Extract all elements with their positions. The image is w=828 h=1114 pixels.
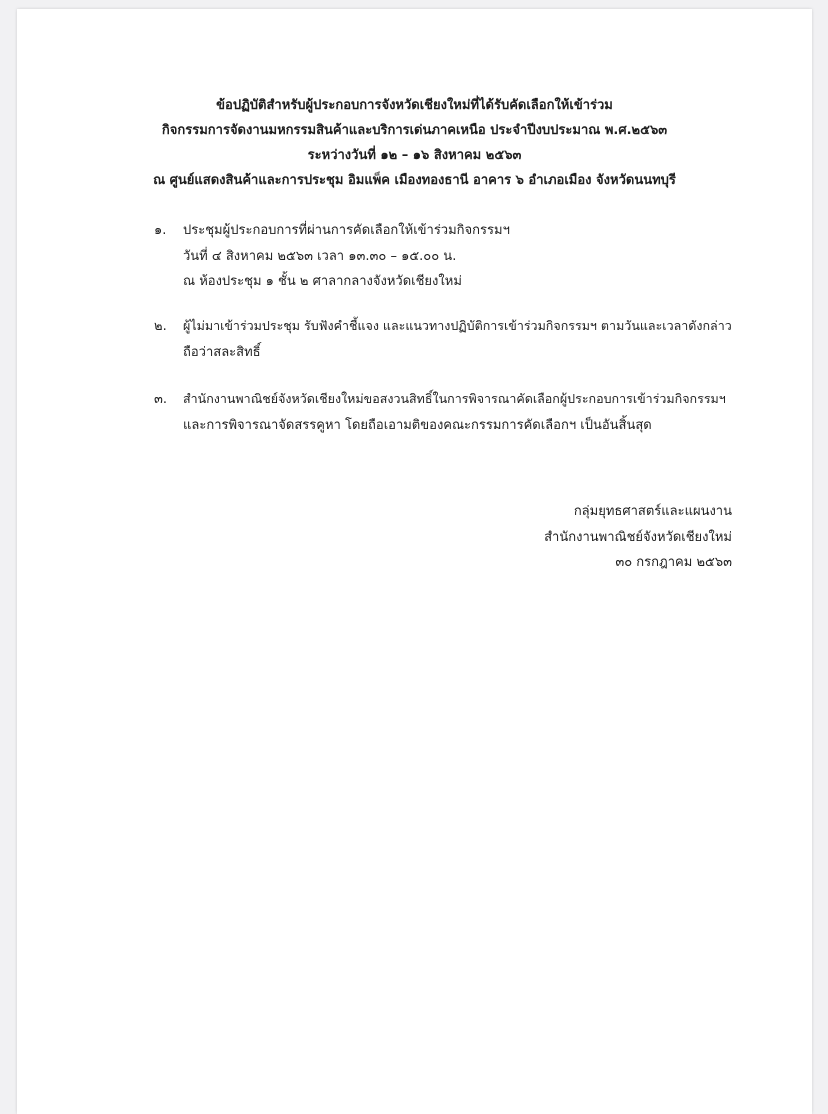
document-title-line-2: กิจกรรมการจัดงานมหกรรมสินค้าและบริการเด่นภาคเหนือ ประจำปีงบประมาณ พ.ศ.๒๕๖๓: [161, 123, 668, 138]
document-title-line-4: ณ ศูนย์แสดงสินค้าและการประชุม อิมแพ็ค เมืองทองธานี อาคาร ๖ อำเภอเมือง จังหวัดนนทบุรี: [153, 173, 676, 188]
item-line: และการพิจารณาจัดสรรคูหา โดยถือเอามติของคณะกรรมการคัดเลือกฯ เป็นอันสิ้นสุด: [183, 418, 652, 433]
item-line: สำนักงานพาณิชย์จังหวัดเชียงใหม่ขอสงวนสิทธิ์ในการพิจารณาคัดเลือกผู้ประกอบการเข้าร่วมกิจกรรมฯ: [183, 391, 726, 406]
document-page: [17, 9, 812, 1114]
item-number: ๑.: [154, 223, 167, 238]
item-line: ถือว่าสละสิทธิ์: [183, 345, 261, 360]
item-line: ประชุมผู้ประกอบการที่ผ่านการคัดเลือกให้เข้าร่วมกิจกรรมฯ: [183, 223, 510, 238]
item-line: วันที่ ๔ สิงหาคม ๒๕๖๓ เวลา ๑๓.๓๐ – ๑๕.๐๐ น.: [183, 249, 457, 264]
signature-date: ๓๐ กรกฎาคม ๒๕๖๓: [615, 555, 732, 570]
document-title-line-1: ข้อปฏิบัติสำหรับผู้ประกอบการจังหวัดเชียงใหม่ที่ได้รับคัดเลือกให้เข้าร่วม: [216, 98, 613, 113]
item-number: ๓.: [154, 392, 168, 407]
signature-office: สำนักงานพาณิชย์จังหวัดเชียงใหม่: [544, 530, 732, 545]
document-title-line-3: ระหว่างวันที่ ๑๒ – ๑๖ สิงหาคม ๒๕๖๓: [307, 148, 522, 163]
item-number: ๒.: [154, 319, 167, 334]
item-line: ผู้ไม่มาเข้าร่วมประชุม รับฟังคำชี้แจง และแนวทางปฏิบัติการเข้าร่วมกิจกรรมฯ ตามวันและเวลาดังกล่าว: [183, 318, 732, 333]
signature-division: กลุ่มยุทธศาสตร์และแผนงาน: [573, 504, 732, 519]
item-line: ณ ห้องประชุม ๑ ชั้น ๒ ศาลากลางจังหวัดเชียงใหม่: [183, 274, 462, 289]
